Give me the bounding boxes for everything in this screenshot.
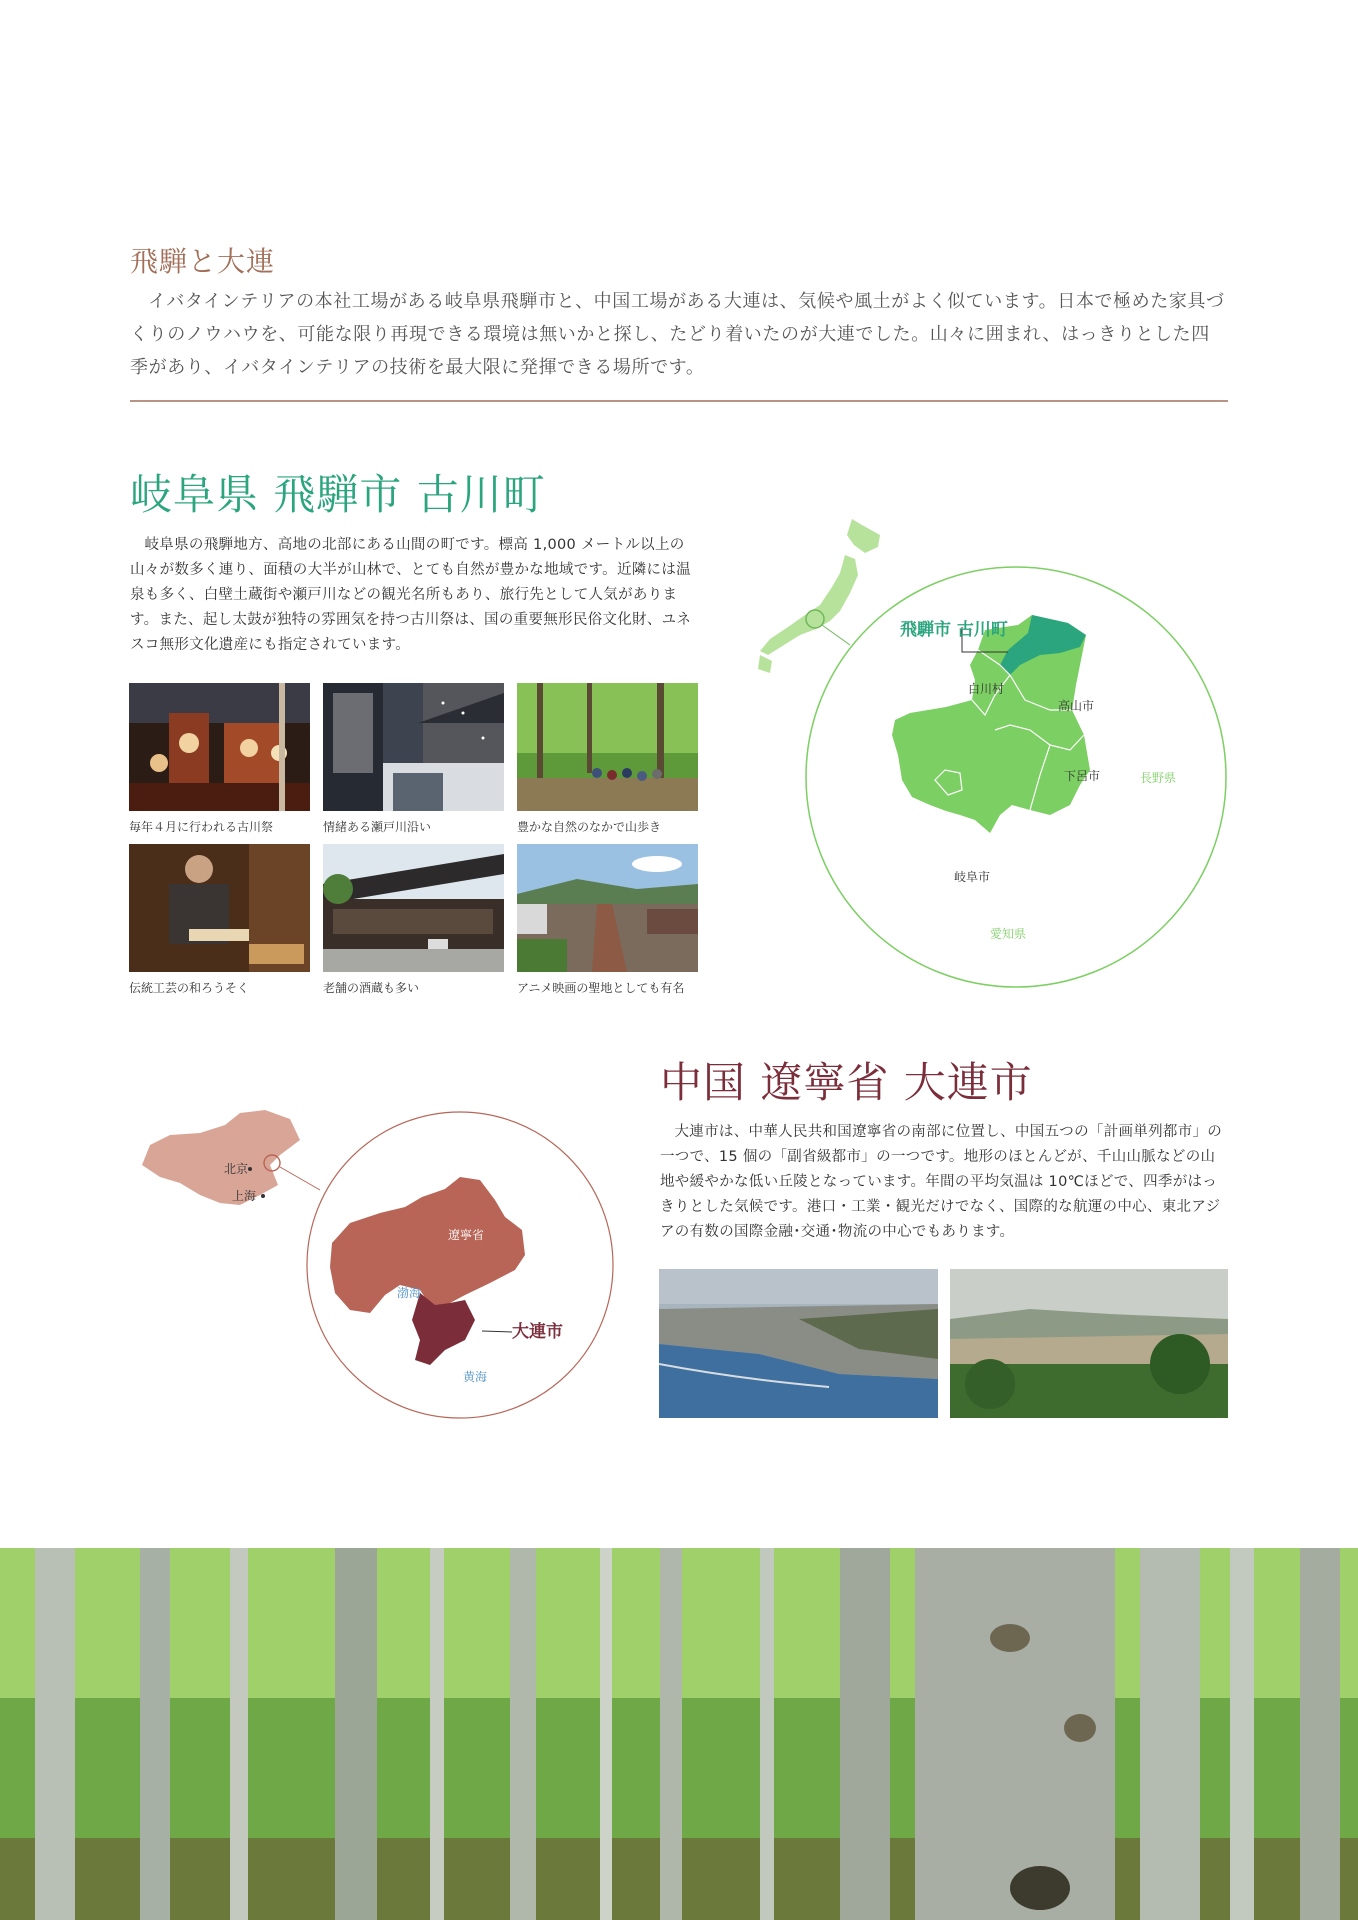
photo-station	[517, 844, 698, 972]
photo-dalian-city	[659, 1269, 938, 1418]
photo-dalian-hills	[950, 1269, 1228, 1418]
photo-hiking	[517, 683, 698, 811]
caption: 情緒ある瀬戸川沿い	[323, 820, 432, 834]
yellow-sea-label: 黄海	[463, 1370, 488, 1384]
dalian-map	[130, 1105, 630, 1425]
photo-sake-brewery	[323, 844, 504, 972]
bohai-label: 渤海	[397, 1286, 422, 1300]
caption: 毎年４月に行われる古川祭	[129, 820, 274, 834]
dalian-label: 大連市	[512, 1322, 563, 1342]
hida-furukawa-label: 飛騨市 古川町	[900, 620, 1008, 640]
caption: 伝統工芸の和ろうそく	[129, 981, 250, 995]
gero-label: 下呂市	[1064, 769, 1101, 783]
forest-banner-image	[0, 1548, 1358, 1920]
shirakawa-label: 白川村	[968, 682, 1005, 696]
intro-paragraph: イバタインテリアの本社工場がある岐阜県飛騨市と、中国工場がある大連は、気候や風土がよく似ています。日本で極めた家具づくりのノウハウを、可能な限り再現できる環境は無いかと探し、たどり着いたのが大連でした。山々に囲まれ、はっきりとした四季があり、イバタインテリアの技術を最大限に発揮できる場所です。	[130, 291, 1225, 378]
gifu-city-label: 岐阜市	[954, 870, 991, 884]
caption: 老舗の酒蔵も多い	[323, 981, 420, 995]
caption: アニメ映画の聖地としても有名	[517, 981, 685, 995]
section-divider	[130, 400, 1228, 402]
photo-furukawa-festival	[129, 683, 310, 811]
takayama-label: 高山市	[1058, 699, 1095, 713]
fukui-label: 福井県	[896, 740, 933, 754]
china-silhouette	[142, 1110, 300, 1205]
gifu-title: 岐阜県 飛騨市 古川町	[130, 470, 546, 519]
caption: 豊かな自然のなかで山歩き	[517, 820, 662, 834]
liaoning-province	[330, 1177, 525, 1313]
nagano-label: 長野県	[1140, 771, 1177, 785]
intro-title: 飛騨と大連	[130, 245, 276, 278]
beijing-label: 北京	[224, 1162, 249, 1176]
liaoning-label: 遼寧省	[448, 1228, 485, 1242]
gifu-paragraph: 岐阜県の飛騨地方、高地の北部にある山間の町です。標高 1,000 メートル以上の山々が数多く連り、面積の大半が山林で、とても自然が豊かな地域です。近隣には温泉も多く、白壁土蔵街や瀬戸川などの観光名所もあり、旅行先として人気があります。また、起し太鼓が独特の雰囲気を持つ古川祭は、国の重要無形民俗文化財、ユネスコ無形文化遺産にも指定されています。	[130, 537, 692, 653]
shanghai-label: 上海	[232, 1189, 257, 1203]
aichi-label: 愛知県	[990, 927, 1027, 941]
photo-candle-craft	[129, 844, 310, 972]
dalian-paragraph: 大連市は、中華人民共和国遼寧省の南部に位置し、中国五つの「計画単列都市」の一つで、15 個の「副省級都市」の一つです。地形のほとんどが、千山山脈などの山地や緩やかな低い丘陵となっています。年間の平均気温は 10℃ほどで、四季がはっきりとした気候です。港口・工業・観光だけでなく、国際的な航運の中心、東北アジアの有数の国際金融･交通･物流の中心でもあります。	[660, 1124, 1223, 1240]
japan-silhouette	[758, 519, 880, 673]
dalian-title: 中国 遼寧省 大連市	[660, 1058, 1033, 1107]
gifu-map	[750, 515, 1240, 995]
photo-setogawa	[323, 683, 504, 811]
